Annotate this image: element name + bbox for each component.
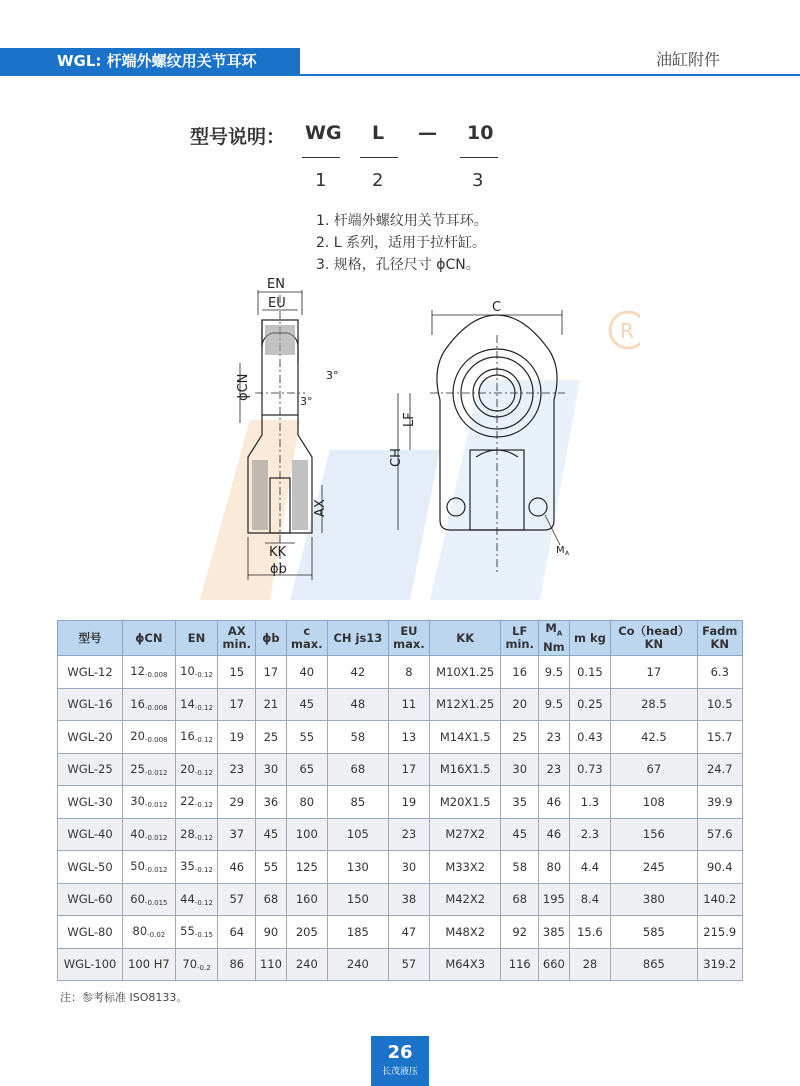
table-cell-model: WGL-25	[58, 753, 123, 786]
table-cell-co: 865	[611, 948, 697, 981]
table-cell-ch: 58	[327, 721, 388, 754]
dim-ax: AX	[313, 499, 328, 517]
table-cell-cn: 12-0.008	[123, 656, 176, 689]
table-cell-en: 28-0.12	[175, 818, 218, 851]
table-cell-b: 55	[256, 851, 286, 884]
table-cell-co: 108	[611, 786, 697, 819]
table-cell-en: 44-0.12	[175, 883, 218, 916]
table-cell-ax: 29	[218, 786, 256, 819]
table-cell-model: WGL-80	[58, 916, 123, 949]
table-cell-ax: 15	[218, 656, 256, 689]
table-cell-en: 70-0.2	[175, 948, 218, 981]
table-cell-eu: 19	[388, 786, 429, 819]
table-cell-kk: M12X1.25	[430, 688, 501, 721]
table-cell-m: 0.25	[569, 688, 611, 721]
dim-ma-sub: A	[565, 550, 570, 557]
table-cell-c: 160	[286, 883, 327, 916]
model-dash: —	[418, 122, 437, 144]
table-cell-eu: 47	[388, 916, 429, 949]
table-cell-ch: 185	[327, 916, 388, 949]
table-row	[58, 786, 743, 819]
table-cell-cn: 40-0.012	[123, 818, 176, 851]
table-cell-model: WGL-60	[58, 883, 123, 916]
table-header-cell: CH js13	[327, 621, 388, 656]
table-row	[58, 948, 743, 981]
table-cell-kk: M14X1.5	[430, 721, 501, 754]
table-cell-fadm: 6.3	[697, 656, 743, 689]
table-cell-cn: 60-0.015	[123, 883, 176, 916]
table-header-cell: Co（head） KN	[611, 621, 697, 656]
model-underline-1	[302, 157, 340, 158]
table-cell-lf: 58	[501, 851, 539, 884]
dim-angle-2: 3°	[300, 395, 313, 408]
table-cell-eu: 38	[388, 883, 429, 916]
table-cell-lf: 30	[501, 753, 539, 786]
table-cell-m: 0.15	[569, 656, 611, 689]
dim-angle-1: 3°	[326, 369, 339, 382]
header-rule	[0, 74, 800, 76]
table-cell-kk: M64X3	[430, 948, 501, 981]
table-header-cell: EN	[175, 621, 218, 656]
table-cell-m: 28	[569, 948, 611, 981]
table-cell-ch: 240	[327, 948, 388, 981]
table-cell-fadm: 39.9	[697, 786, 743, 819]
dim-en: EN	[267, 277, 285, 292]
table-cell-model: WGL-20	[58, 721, 123, 754]
table-cell-en: 14-0.12	[175, 688, 218, 721]
table-cell-en: 55-0.15	[175, 916, 218, 949]
table-cell-m: 0.73	[569, 753, 611, 786]
table-cell-ch: 130	[327, 851, 388, 884]
model-number-1: 1	[315, 170, 327, 191]
table-cell-co: 156	[611, 818, 697, 851]
dim-lf: LF	[402, 412, 417, 427]
section-name: 油缸附件	[655, 50, 720, 69]
table-header-cell: m kg	[569, 621, 611, 656]
table-cell-c: 40	[286, 656, 327, 689]
table-cell-c: 80	[286, 786, 327, 819]
table-cell-fadm: 15.7	[697, 721, 743, 754]
table-cell-co: 42.5	[611, 721, 697, 754]
dim-kk: KK	[269, 545, 287, 560]
table-header-cell: LF min.	[501, 621, 539, 656]
note-2: 2. L 系列，适用于拉杆缸。	[316, 235, 487, 251]
table-cell-lf: 92	[501, 916, 539, 949]
svg-text:R: R	[620, 319, 634, 343]
dim-cn: ϕCN	[236, 373, 251, 401]
table-cell-kk: M48X2	[430, 916, 501, 949]
table-cell-co: 67	[611, 753, 697, 786]
table-cell-fadm: 90.4	[697, 851, 743, 884]
table-cell-en: 20-0.12	[175, 753, 218, 786]
table-header-cell: EU max.	[388, 621, 429, 656]
table-cell-b: 36	[256, 786, 286, 819]
table-cell-b: 30	[256, 753, 286, 786]
spec-table	[57, 620, 743, 981]
table-cell-b: 68	[256, 883, 286, 916]
table-cell-ax: 37	[218, 818, 256, 851]
table-cell-ax: 17	[218, 688, 256, 721]
table-cell-lf: 25	[501, 721, 539, 754]
table-cell-fadm: 319.2	[697, 948, 743, 981]
table-row	[58, 656, 743, 689]
table-header-cell: AX min.	[218, 621, 256, 656]
table-cell-kk: M10X1.25	[430, 656, 501, 689]
table-cell-ax: 64	[218, 916, 256, 949]
table-cell-en: 10-0.12	[175, 656, 218, 689]
table-cell-ch: 105	[327, 818, 388, 851]
dim-b: ϕb	[270, 562, 287, 577]
table-cell-m: 15.6	[569, 916, 611, 949]
table-cell-kk: M16X1.5	[430, 753, 501, 786]
table-cell-b: 45	[256, 818, 286, 851]
table-cell-c: 205	[286, 916, 327, 949]
table-cell-cn: 50-0.012	[123, 851, 176, 884]
page-number: 26	[387, 1042, 413, 1063]
table-cell-ax: 86	[218, 948, 256, 981]
table-cell-fadm: 57.6	[697, 818, 743, 851]
table-cell-b: 17	[256, 656, 286, 689]
table-cell-eu: 13	[388, 721, 429, 754]
dim-eu: EU	[268, 296, 286, 311]
table-cell-fadm: 10.5	[697, 688, 743, 721]
table-cell-lf: 116	[501, 948, 539, 981]
dim-c: C	[492, 300, 502, 315]
table-cell-ma: 23	[539, 753, 569, 786]
model-part-1: WG	[305, 122, 342, 144]
table-cell-c: 55	[286, 721, 327, 754]
model-part-2: L	[372, 122, 385, 144]
table-cell-kk: M33X2	[430, 851, 501, 884]
table-cell-cn: 80-0.02	[123, 916, 176, 949]
table-cell-cn: 25-0.012	[123, 753, 176, 786]
table-cell-ma: 660	[539, 948, 569, 981]
table-cell-eu: 8	[388, 656, 429, 689]
table-row	[58, 916, 743, 949]
table-cell-b: 25	[256, 721, 286, 754]
table-header-row	[58, 621, 743, 656]
table-cell-m: 1.3	[569, 786, 611, 819]
table-cell-m: 2.3	[569, 818, 611, 851]
table-cell-ch: 85	[327, 786, 388, 819]
header-title: WGL: 杆端外螺纹用关节耳环	[0, 48, 300, 75]
table-cell-kk: M20X1.5	[430, 786, 501, 819]
table-cell-eu: 23	[388, 818, 429, 851]
table-cell-co: 380	[611, 883, 697, 916]
table-cell-fadm: 140.2	[697, 883, 743, 916]
table-cell-kk: M42X2	[430, 883, 501, 916]
model-label: 型号说明：	[190, 126, 286, 148]
table-cell-ax: 23	[218, 753, 256, 786]
model-code	[0, 122, 800, 162]
table-cell-en: 22-0.12	[175, 786, 218, 819]
table-cell-m: 8.4	[569, 883, 611, 916]
note-3: 3. 规格，孔径尺寸 ϕCN。	[316, 257, 480, 273]
table-cell-b: 90	[256, 916, 286, 949]
table-cell-b: 110	[256, 948, 286, 981]
table-cell-fadm: 24.7	[697, 753, 743, 786]
table-row	[58, 721, 743, 754]
table-cell-m: 0.43	[569, 721, 611, 754]
table-cell-lf: 16	[501, 656, 539, 689]
table-cell-cn: 16-0.008	[123, 688, 176, 721]
dim-ch: CH	[389, 448, 404, 467]
table-header-cell: KK	[430, 621, 501, 656]
table-row	[58, 753, 743, 786]
table-cell-b: 21	[256, 688, 286, 721]
table-cell-eu: 17	[388, 753, 429, 786]
table-cell-ma: 9.5	[539, 656, 569, 689]
table-cell-c: 45	[286, 688, 327, 721]
table-header-cell: ϕCN	[123, 621, 176, 656]
footnote: 注：参考标准 ISO8133。	[60, 991, 188, 1004]
table-cell-ma: 46	[539, 818, 569, 851]
model-notes	[316, 210, 488, 276]
table-cell-lf: 35	[501, 786, 539, 819]
note-1: 1. 杆端外螺纹用关节耳环。	[316, 213, 488, 229]
dim-ma: M	[556, 545, 565, 556]
model-number-3: 3	[472, 170, 484, 191]
page-brand: 长茂液压	[381, 1067, 418, 1077]
table-cell-en: 35-0.12	[175, 851, 218, 884]
table-cell-ma: 195	[539, 883, 569, 916]
table-cell-co: 28.5	[611, 688, 697, 721]
table-header-cell: 型号	[58, 621, 123, 656]
table-cell-ax: 57	[218, 883, 256, 916]
table-cell-co: 17	[611, 656, 697, 689]
table-cell-lf: 20	[501, 688, 539, 721]
table-cell-ma: 80	[539, 851, 569, 884]
table-row	[58, 688, 743, 721]
table-cell-ma: 46	[539, 786, 569, 819]
table-cell-ch: 150	[327, 883, 388, 916]
table-cell-ch: 42	[327, 656, 388, 689]
table-cell-lf: 68	[501, 883, 539, 916]
table-header-cell: Fadm KN	[697, 621, 743, 656]
table-cell-cn: 100 H7	[123, 948, 176, 981]
table-cell-c: 100	[286, 818, 327, 851]
table-row	[58, 851, 743, 884]
table-cell-co: 585	[611, 916, 697, 949]
table-cell-ch: 48	[327, 688, 388, 721]
table-cell-ax: 46	[218, 851, 256, 884]
technical-drawing	[0, 275, 800, 595]
table-header-cell: c max.	[286, 621, 327, 656]
table-cell-c: 65	[286, 753, 327, 786]
table-row	[58, 883, 743, 916]
table-cell-c: 240	[286, 948, 327, 981]
table-cell-cn: 30-0.012	[123, 786, 176, 819]
table-cell-eu: 11	[388, 688, 429, 721]
table-cell-ma: 385	[539, 916, 569, 949]
table-cell-cn: 20-0.008	[123, 721, 176, 754]
model-number-2: 2	[372, 170, 384, 191]
page-badge	[371, 1036, 429, 1086]
table-cell-c: 125	[286, 851, 327, 884]
table-cell-ch: 68	[327, 753, 388, 786]
table-cell-kk: M27X2	[430, 818, 501, 851]
table-header-cell: $M_A$ Nm	[539, 621, 569, 656]
table-cell-model: WGL-30	[58, 786, 123, 819]
table-cell-eu: 30	[388, 851, 429, 884]
table-cell-model: WGL-100	[58, 948, 123, 981]
table-cell-model: WGL-40	[58, 818, 123, 851]
table-cell-ax: 19	[218, 721, 256, 754]
table-header-cell: ϕb	[256, 621, 286, 656]
model-part-3: 10	[467, 122, 494, 144]
table-cell-model: WGL-12	[58, 656, 123, 689]
table-cell-ma: 9.5	[539, 688, 569, 721]
table-cell-fadm: 215.9	[697, 916, 743, 949]
model-underline-2	[360, 157, 398, 158]
table-cell-eu: 57	[388, 948, 429, 981]
table-cell-model: WGL-16	[58, 688, 123, 721]
table-cell-co: 245	[611, 851, 697, 884]
table-cell-m: 4.4	[569, 851, 611, 884]
table-row	[58, 818, 743, 851]
table-cell-model: WGL-50	[58, 851, 123, 884]
model-underline-3	[460, 157, 498, 158]
table-cell-en: 16-0.12	[175, 721, 218, 754]
table-cell-ma: 23	[539, 721, 569, 754]
table-cell-lf: 45	[501, 818, 539, 851]
